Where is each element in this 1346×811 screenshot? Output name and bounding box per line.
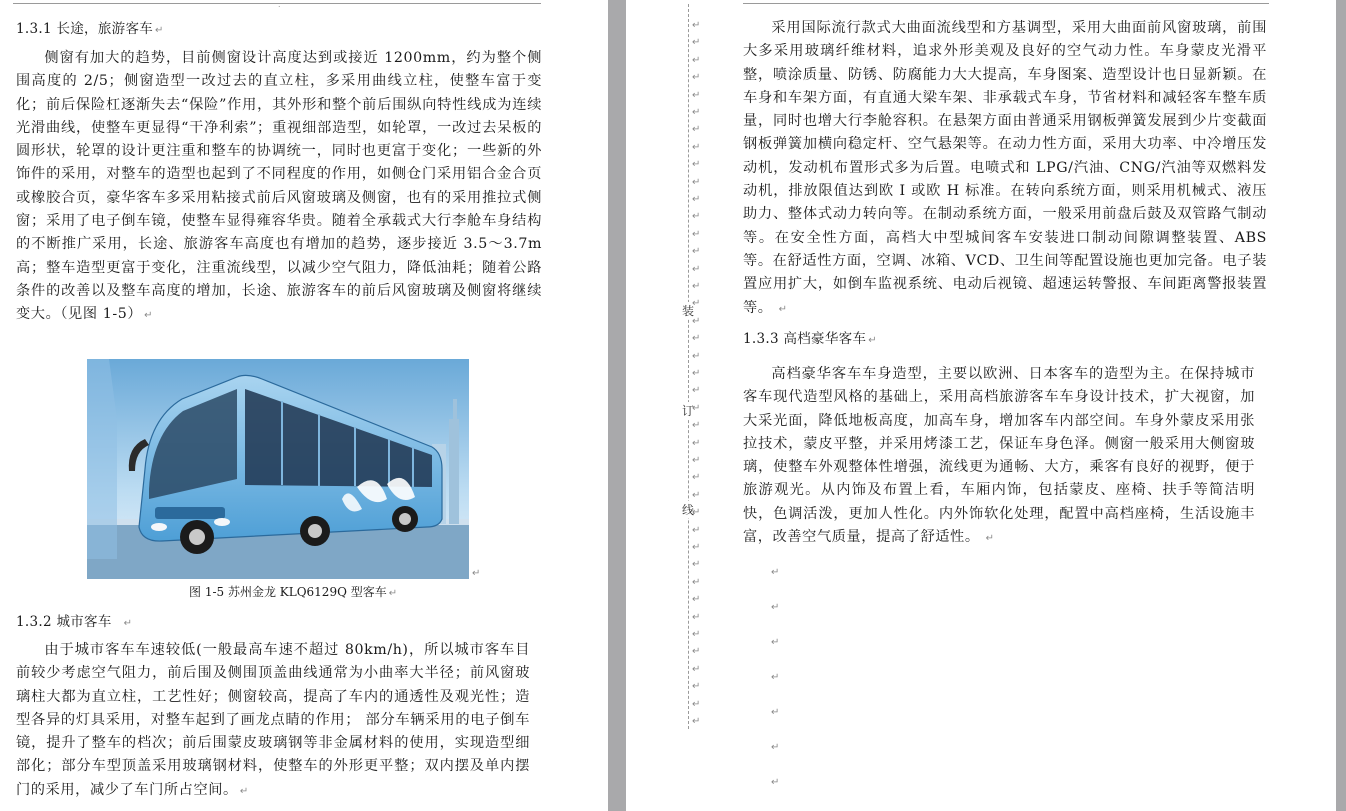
binding-paragraph-mark: ↵ bbox=[692, 159, 701, 171]
binding-paragraph-mark: ↵ bbox=[692, 194, 701, 205]
binding-paragraph-mark: ↵ bbox=[692, 333, 701, 345]
binding-paragraph-mark: ↵ bbox=[692, 350, 701, 362]
binding-paragraph-mark: ↵ bbox=[692, 594, 701, 606]
binding-paragraph-mark: ↵ bbox=[692, 107, 701, 118]
binding-paragraph-mark: ↵ bbox=[692, 698, 701, 710]
top-marker: ˙ bbox=[277, 6, 282, 16]
binding-paragraph-mark: ↵ bbox=[692, 20, 701, 31]
empty-line-paragraph-mark: ↵ bbox=[771, 742, 780, 753]
binding-paragraph-mark: ↵ bbox=[692, 629, 701, 640]
header-rule bbox=[13, 3, 541, 4]
paragraph-coach-styling[interactable]: 采用国际流行款式大曲面流线型和方基调型，采用大曲面前风窗玻璃，前围大多采用玻璃纤维材料，追求外形美观及良好的空气动力性。车身蒙皮光滑平整，喷涂质量、防锈、防腐能力大大提高，车身图案、造型设计也日显新颖。在车身和车架方面，有直通大梁车架、非承载式车身，节省材料和减轻客车整车质量，同时也增大行李舱容积。在悬架方面由普通采用钢板弹簧发展到少片变截面钢板弹簧加横向稳定杆、空气悬架等。在动力性方面，采用大功率、中冷增压发动机，发动机布置形式多为后置。电喷式和 LPG/汽油、CNG/汽油等双燃料发动机，排放限值达到欧 I 或欧 H 标准。在转向系统方面，则采用机械式、液压助力、整体式动力转向等。在制动系统方面，一般采用前盘后鼓及双管路气制动等。在安全性方面，高档大中型城间客车安装进口制动间隙调整装置、ABS 等。在舒适性方面，空调、冰箱、VCD、卫生间等配置设施也更加完备。电子装置应用扩大，如倒车监视系统、电动后视镜、超速运转警报、车间距离警报装置等。 ↵ bbox=[743, 20, 1267, 316]
binding-paragraph-mark: ↵ bbox=[692, 576, 701, 588]
binding-paragraph-mark: ↵ bbox=[692, 402, 701, 414]
figure-paragraph-mark: ↵ bbox=[472, 568, 481, 579]
section-heading-1-3-3[interactable]: 1.3.3 高档豪华客车 ↵ bbox=[743, 331, 877, 347]
binding-paragraph-mark: ↵ bbox=[692, 507, 701, 519]
binding-paragraph-mark: ↵ bbox=[692, 437, 701, 449]
empty-line-paragraph-mark: ↵ bbox=[771, 707, 780, 718]
binding-paragraph-mark: ↵ bbox=[692, 716, 701, 727]
binding-paragraph-mark: ↵ bbox=[692, 298, 701, 310]
left-page bbox=[0, 0, 608, 811]
binding-paragraph-mark: ↵ bbox=[692, 315, 701, 327]
binding-paragraph-mark: ↵ bbox=[692, 489, 701, 501]
binding-paragraph-mark: ↵ bbox=[692, 211, 701, 223]
empty-line-paragraph-mark: ↵ bbox=[771, 637, 780, 648]
binding-paragraph-mark: ↵ bbox=[692, 455, 701, 466]
binding-line bbox=[688, 4, 689, 729]
binding-paragraph-mark: ↵ bbox=[692, 681, 701, 693]
binding-label-xian: 线 bbox=[682, 503, 695, 517]
binding-paragraph-mark: ↵ bbox=[692, 472, 701, 484]
bus-figure-image bbox=[87, 359, 469, 579]
empty-line-paragraph-mark: ↵ bbox=[771, 672, 780, 683]
binding-label-ding: 订 bbox=[682, 404, 695, 418]
paragraph-city-bus[interactable]: 由于城市客车车速较低(一般最高车速不超过 80km/h)，所以城市客车目前较少考虑空气阻力，前后围及侧围顶盖曲线通常为小曲率大半径；前风窗玻璃柱大都为直立柱，工艺性好；侧窗较高，提高了车内的通透性及观光性；造型各异的灯具采用，对整车起到了画龙点睛的作用； 部分车辆采用的电子倒车镜，提升了整车的档次；前后围蒙皮玻璃钢等非金属材料的使用，实现造型细部化；部分车型顶盖采用玻璃钢材料，使整车的外形更平整；双内摆及单内摆门的采用，减少了车门所占空间。 ↵ bbox=[16, 642, 530, 798]
binding-paragraph-mark: ↵ bbox=[692, 368, 701, 379]
binding-paragraph-mark: ↵ bbox=[692, 559, 701, 571]
paragraph-luxury-coach[interactable]: 高档豪华客车车身造型，主要以欧洲、日本客车的造型为主。在保持城市客车现代造型风格的基础上，采用高档旅游客车车身设计技术，扩大视窗，加大采光面，降低地板高度，加高车身，增加客车内部空间。车身外蒙皮采用张拉技术，蒙皮平整，并采用烤漆工艺，保证车身色泽。侧窗一般采用大侧窗玻璃，使整车外观整体性增强，流线更为通畅、大方，乘客有良好的视野，便于旅游观光。从内饰及布置上看，车厢内饰，包括蒙皮、座椅、扶手等简洁明快，色调活泼，更加人性化。内外饰软化处理，配置中高档座椅，生活设施丰富，改善空气质量，提高了舒适性。 ↵ bbox=[743, 366, 1255, 546]
binding-paragraph-mark: ↵ bbox=[692, 228, 701, 240]
binding-paragraph-mark: ↵ bbox=[692, 385, 701, 397]
paragraph-long-distance-bus[interactable]: 侧窗有加大的趋势，目前侧窗设计高度达到或接近 1200mm，约为整个侧围高度的 2/5；侧窗造型一改过去的直立柱，多采用曲线立柱，使整车富于变化；前后保险杠逐渐失去“保险”作用，其外形和整个前后围纵向特性线成为连续光滑曲线，使整车更显得“干净利索”；重视细部造型，如轮罩，一改过去呆板的圆形状，轮罩的设计更注重和整车的协调统一，同时也更富于变化；一些新的外饰件的采用，对整车的造型也起到了不同程度的作用，如侧仓门采用铝合金合页或橡胶合页，豪华客车多采用粘接式前后风窗玻璃及侧窗，也有的采用推拉式侧窗；采用了电子倒车镜，使整车显得雍容华贵。随着全承载式大行李舱车身结构的不断推广采用，长途、旅游客车高度也有增加的趋势，逐步接近 3.5～3.7m 高；整车造型更富于变化，注重流线型，以减少空气阻力，降低油耗；随着公路条件的改善以及整车高度的增加，长途、旅游客车的前后风窗玻璃及侧窗将继续变大。（见图 1-5） ↵ bbox=[16, 50, 542, 323]
binding-label-zhuang: 装 bbox=[682, 304, 695, 318]
empty-line-paragraph-mark: ↵ bbox=[771, 567, 780, 578]
section-heading-1-3-2[interactable]: 1.3.2 城市客车 ↵ bbox=[16, 614, 133, 630]
empty-line-paragraph-mark: ↵ bbox=[771, 602, 780, 613]
binding-paragraph-mark: ↵ bbox=[692, 524, 701, 536]
section-heading-1-3-1[interactable]: 1.3.1 长途，旅游客车 ↵ bbox=[16, 21, 164, 37]
binding-paragraph-mark: ↵ bbox=[692, 542, 701, 553]
empty-line-paragraph-mark: ↵ bbox=[771, 777, 780, 788]
binding-paragraph-mark: ↵ bbox=[692, 72, 701, 84]
figure-caption[interactable]: 图 1-5 苏州金龙 KLQ6129Q 型客车 ↵ bbox=[189, 585, 398, 599]
binding-paragraph-mark: ↵ bbox=[692, 89, 701, 101]
binding-paragraph-mark: ↵ bbox=[692, 141, 701, 153]
binding-paragraph-mark: ↵ bbox=[692, 37, 701, 49]
binding-paragraph-mark: ↵ bbox=[692, 263, 701, 275]
binding-paragraph-mark: ↵ bbox=[692, 663, 701, 675]
binding-paragraph-mark: ↵ bbox=[692, 176, 701, 188]
binding-paragraph-mark: ↵ bbox=[692, 246, 701, 258]
binding-paragraph-mark: ↵ bbox=[692, 420, 701, 432]
header-rule-right bbox=[743, 3, 1269, 4]
binding-paragraph-mark: ↵ bbox=[692, 124, 701, 136]
binding-paragraph-mark: ↵ bbox=[692, 281, 701, 292]
binding-paragraph-mark: ↵ bbox=[692, 54, 701, 66]
binding-paragraph-mark: ↵ bbox=[692, 646, 701, 658]
binding-paragraph-mark: ↵ bbox=[692, 611, 701, 623]
